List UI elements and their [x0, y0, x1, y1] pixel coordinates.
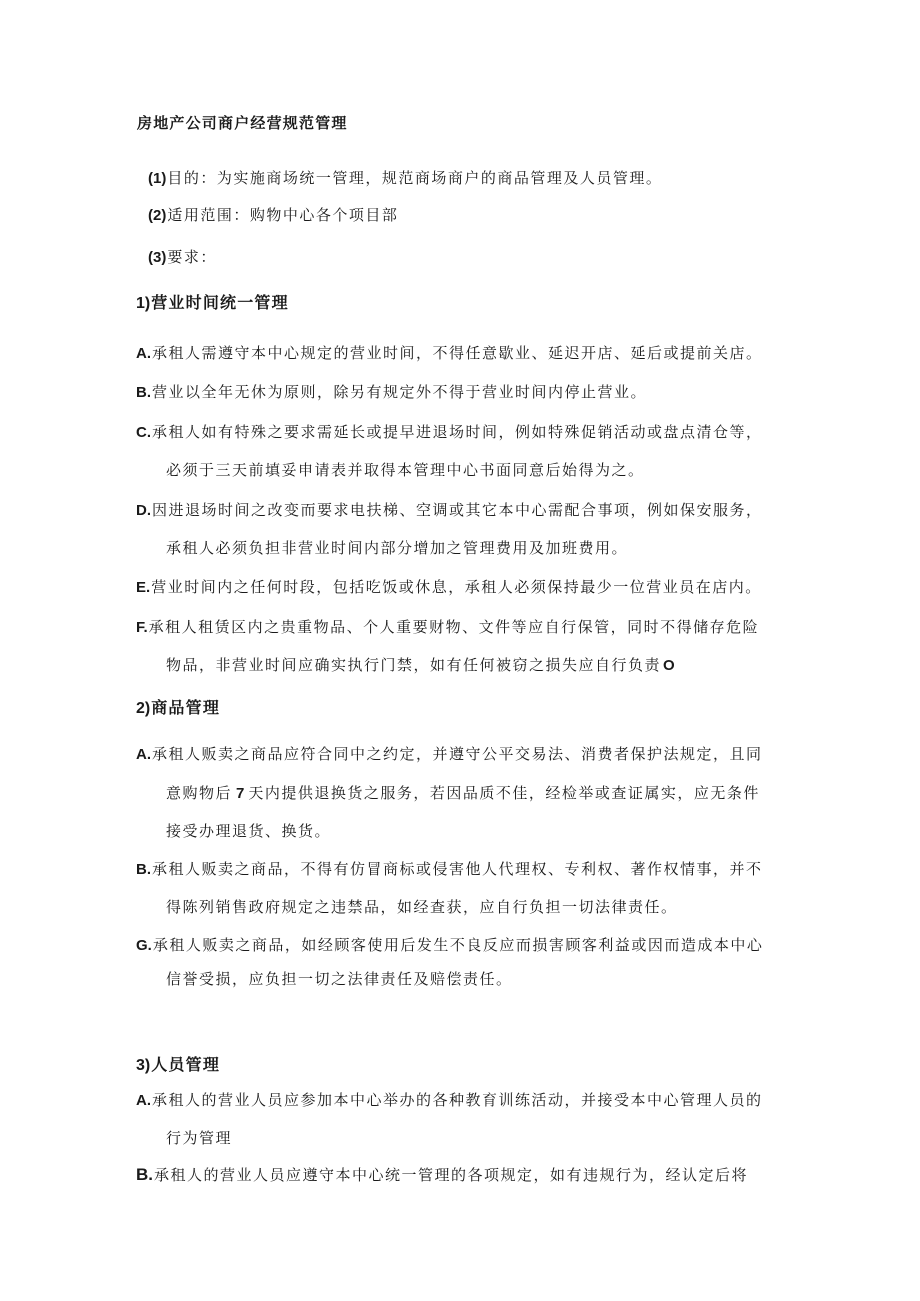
item-continuation: 信誉受损，应负担一切之法律责任及赔偿责任。	[166, 970, 513, 988]
item-text: 承租人如有特殊之要求需延长或提早进退场时间，例如特殊促销活动或盘点清仓等，	[152, 423, 763, 441]
rule-item	[136, 858, 763, 879]
item-text: 天内提供退换货之服务，若因品质不佳，经检举或查证属实，应无条件	[248, 784, 760, 802]
item-continuation: 接受办理退货、换货。	[166, 822, 332, 840]
rule-item	[136, 934, 763, 955]
item-continuation: 必须于三天前填妥申请表并取得本管理中心书面同意后始得为之。	[166, 461, 645, 479]
section-heading-business-hours	[136, 290, 289, 313]
rule-item	[136, 1089, 763, 1110]
item-text: 承租人需遵守本中心规定的营业时间，不得任意歇业、延迟开店、延后或提前关店。	[152, 344, 763, 362]
item-continuation	[166, 782, 760, 803]
item-label: G.	[136, 937, 152, 954]
item-label: F.	[136, 619, 148, 636]
item-text: 因进退场时间之改变而要求电扶梯、空调或其它本中心需配合事项，例如保安服务，	[152, 501, 763, 519]
item-continuation: 承租人必须负担非营业时间内部分增加之管理费用及加班费用。	[166, 539, 629, 557]
item-label: C.	[136, 424, 151, 441]
section-heading-staff	[136, 1052, 220, 1075]
item-continuation	[166, 654, 676, 675]
item-text: 承租人贩卖之商品应符合同中之约定，并遵守公平交易法、消费者保护法规定，且同	[152, 745, 763, 763]
intro-text: 适用范围：购物中心各个项目部	[167, 206, 399, 224]
intro-label: (3)	[148, 249, 167, 266]
item-text: 承租人的营业人员应参加本中心举办的各种教育训练活动，并接受本中心管理人员的	[152, 1091, 763, 1109]
section-title: 商品管理	[151, 698, 221, 717]
rule-item	[136, 499, 763, 520]
intro-purpose	[148, 167, 662, 188]
section-number: 1)	[136, 295, 151, 312]
intro-requirements	[148, 246, 217, 267]
rule-item	[136, 381, 647, 402]
item-text: 意购物后	[166, 784, 233, 802]
item-label: B.	[136, 861, 151, 878]
rule-item	[136, 616, 759, 637]
item-label: A.	[136, 1092, 151, 1109]
section-number: 2)	[136, 700, 151, 717]
item-label: B.	[136, 384, 151, 401]
intro-text: 目的：为实施商场统一管理，规范商场商户的商品管理及人员管理。	[167, 169, 663, 187]
item-text: 承租人贩卖之商品，如经顾客使用后发生不良反应而损害顾客利益或因而造成本中心	[152, 936, 764, 954]
section-heading-goods	[136, 695, 220, 718]
item-continuation: 得陈列销售政府规定之违禁品，如经查获，应自行负担一切法律责任。	[166, 898, 678, 916]
intro-scope	[148, 204, 398, 225]
item-label: E.	[136, 579, 151, 596]
rule-item	[136, 421, 763, 442]
item-label: B.	[136, 1165, 153, 1184]
item-label: A.	[136, 345, 151, 362]
section-title: 人员管理	[151, 1055, 221, 1074]
intro-text: 要求：	[167, 248, 217, 266]
item-text: 营业以全年无休为原则，除另有规定外不得于营业时间内停止营业。	[152, 383, 648, 401]
intro-label: (2)	[148, 207, 167, 224]
intro-label: (1)	[148, 170, 167, 187]
item-label: A.	[136, 746, 151, 763]
item-number: 7	[236, 785, 245, 802]
item-label: D.	[136, 502, 151, 519]
item-continuation: 行为管理	[166, 1129, 233, 1147]
document-title: 房地产公司商户经营规范管理	[137, 114, 348, 132]
item-text: 承租人租赁区内之贵重物品、个人重要财物、文件等应自行保管，同时不得储存危险	[148, 618, 760, 636]
item-text: 营业时间内之任何时段，包括吃饭或休息，承租人必须保持最少一位营业员在店内。	[151, 578, 762, 596]
item-tail: O	[663, 657, 675, 674]
section-number: 3)	[136, 1057, 151, 1074]
rule-item	[136, 1164, 748, 1185]
item-text: 物品，非营业时间应确实执行门禁，如有任何被窃之损失应自行负责	[166, 656, 662, 674]
rule-item	[136, 342, 763, 363]
section-title: 营业时间统一管理	[151, 293, 289, 312]
rule-item	[136, 743, 763, 764]
rule-item	[136, 576, 762, 597]
item-text: 承租人贩卖之商品，不得有仿冒商标或侵害他人代理权、专利权、著作权情事，并不	[152, 860, 763, 878]
item-text: 承租人的营业人员应遵守本中心统一管理的各项规定，如有违规行为，经认定后将	[154, 1166, 749, 1184]
